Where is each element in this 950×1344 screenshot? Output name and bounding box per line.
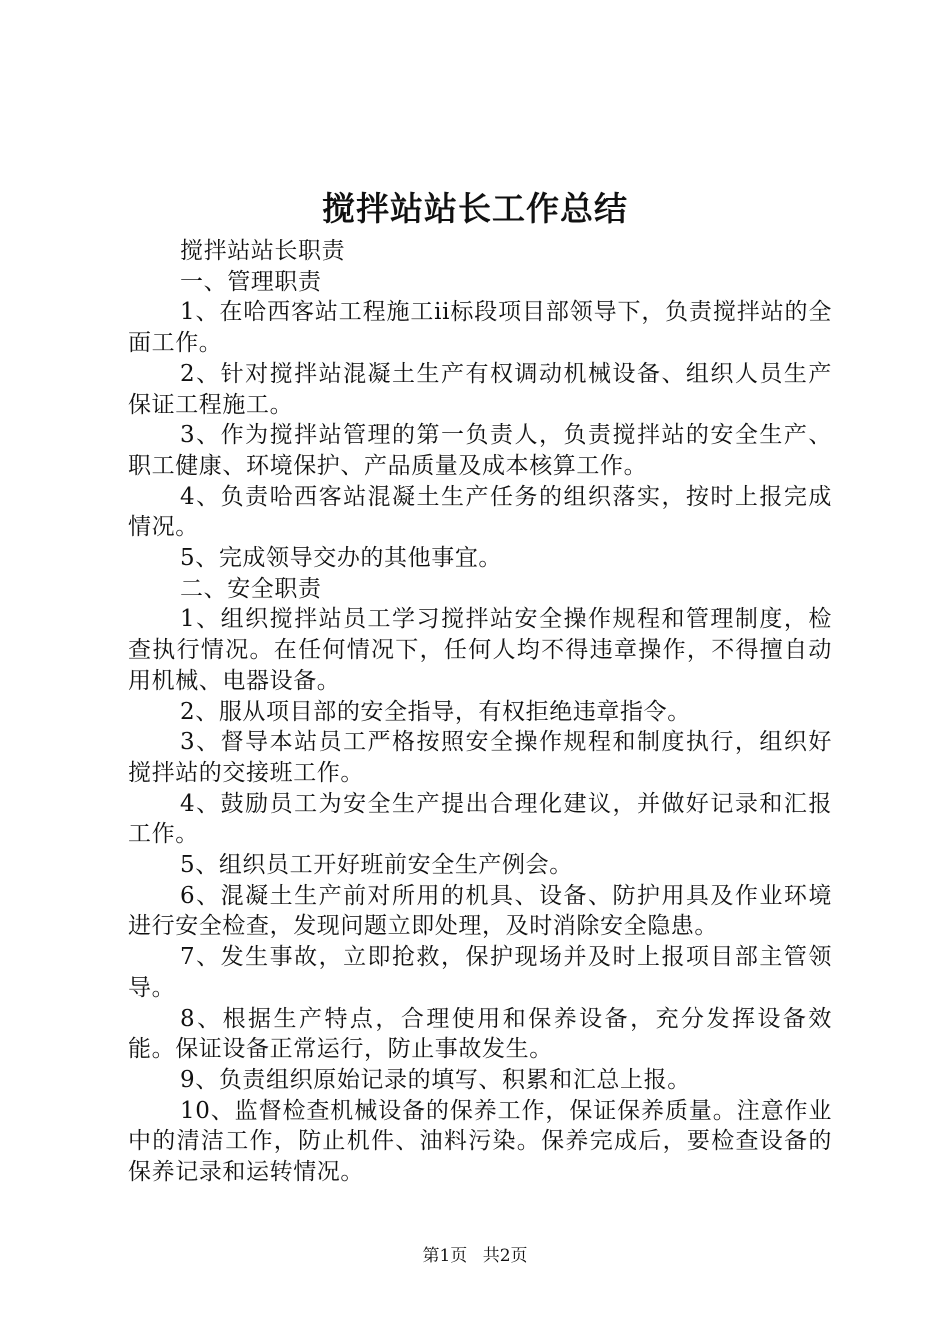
paragraph: 3、督导本站员工严格按照安全操作规程和制度执行，组织好搅拌站的交接班工作。: [128, 729, 832, 786]
section-heading: 二、安全职责: [180, 575, 322, 602]
paragraph: 4、负责哈西客站混凝土生产任务的组织落实，按时上报完成情况。: [128, 483, 832, 541]
paragraph: 2、针对搅拌站混凝土生产有权调动机械设备、组织人员生产保证工程施工。: [128, 360, 832, 418]
paragraph: 3、作为搅拌站管理的第一负责人，负责搅拌站的安全生产、职工健康、环境保护、产品质量及成本核算工作。: [128, 422, 832, 479]
paragraph: 7、发生事故，立即抢救，保护现场并及时上报项目部主管领导。: [128, 944, 832, 1001]
document-body: [128, 236, 832, 1188]
paragraph: 2、服从项目部的安全指导，有权拒绝违章指令。: [180, 698, 691, 725]
page-number: 第1页: [422, 1246, 468, 1266]
page-count: 共2页: [482, 1246, 528, 1266]
paragraph: 4、鼓励员工为安全生产提出合理化建议，并做好记录和汇报工作。: [128, 790, 832, 848]
paragraph: 10、监督检查机械设备的保养工作，保证保养质量。注意作业中的清洁工作，防止机件、油料污染。保养完成后，要检查设备的保养记录和运转情况。: [128, 1097, 832, 1186]
document-title: 搅拌站站长工作总结: [322, 189, 628, 228]
paragraph: 9、负责组织原始记录的填写、积累和汇总上报。: [180, 1066, 691, 1093]
paragraph: 8、根据生产特点，合理使用和保养设备，充分发挥设备效能。保证设备正常运行，防止事故发生。: [128, 1005, 832, 1063]
paragraph: 5、完成领导交办的其他事宜。: [180, 545, 503, 572]
page-footer: [0, 1244, 950, 1268]
section-heading: 一、管理职责: [180, 268, 322, 295]
paragraph: 5、组织员工开好班前安全生产例会。: [180, 852, 573, 879]
section-heading: 搅拌站站长职责: [180, 238, 346, 264]
paragraph: 1、在哈西客站工程施工ii标段项目部领导下，负责搅拌站的全面工作。: [128, 299, 832, 357]
paragraph: 1、组织搅拌站员工学习搅拌站安全操作规程和管理制度，检查执行情况。在任何情况下，任何人均不得违章操作，不得擅自动用机械、电器设备。: [128, 606, 832, 694]
paragraph: 6、混凝土生产前对所用的机具、设备、防护用具及作业环境进行安全检查，发现问题立即处理，及时消除安全隐患。: [128, 882, 832, 940]
